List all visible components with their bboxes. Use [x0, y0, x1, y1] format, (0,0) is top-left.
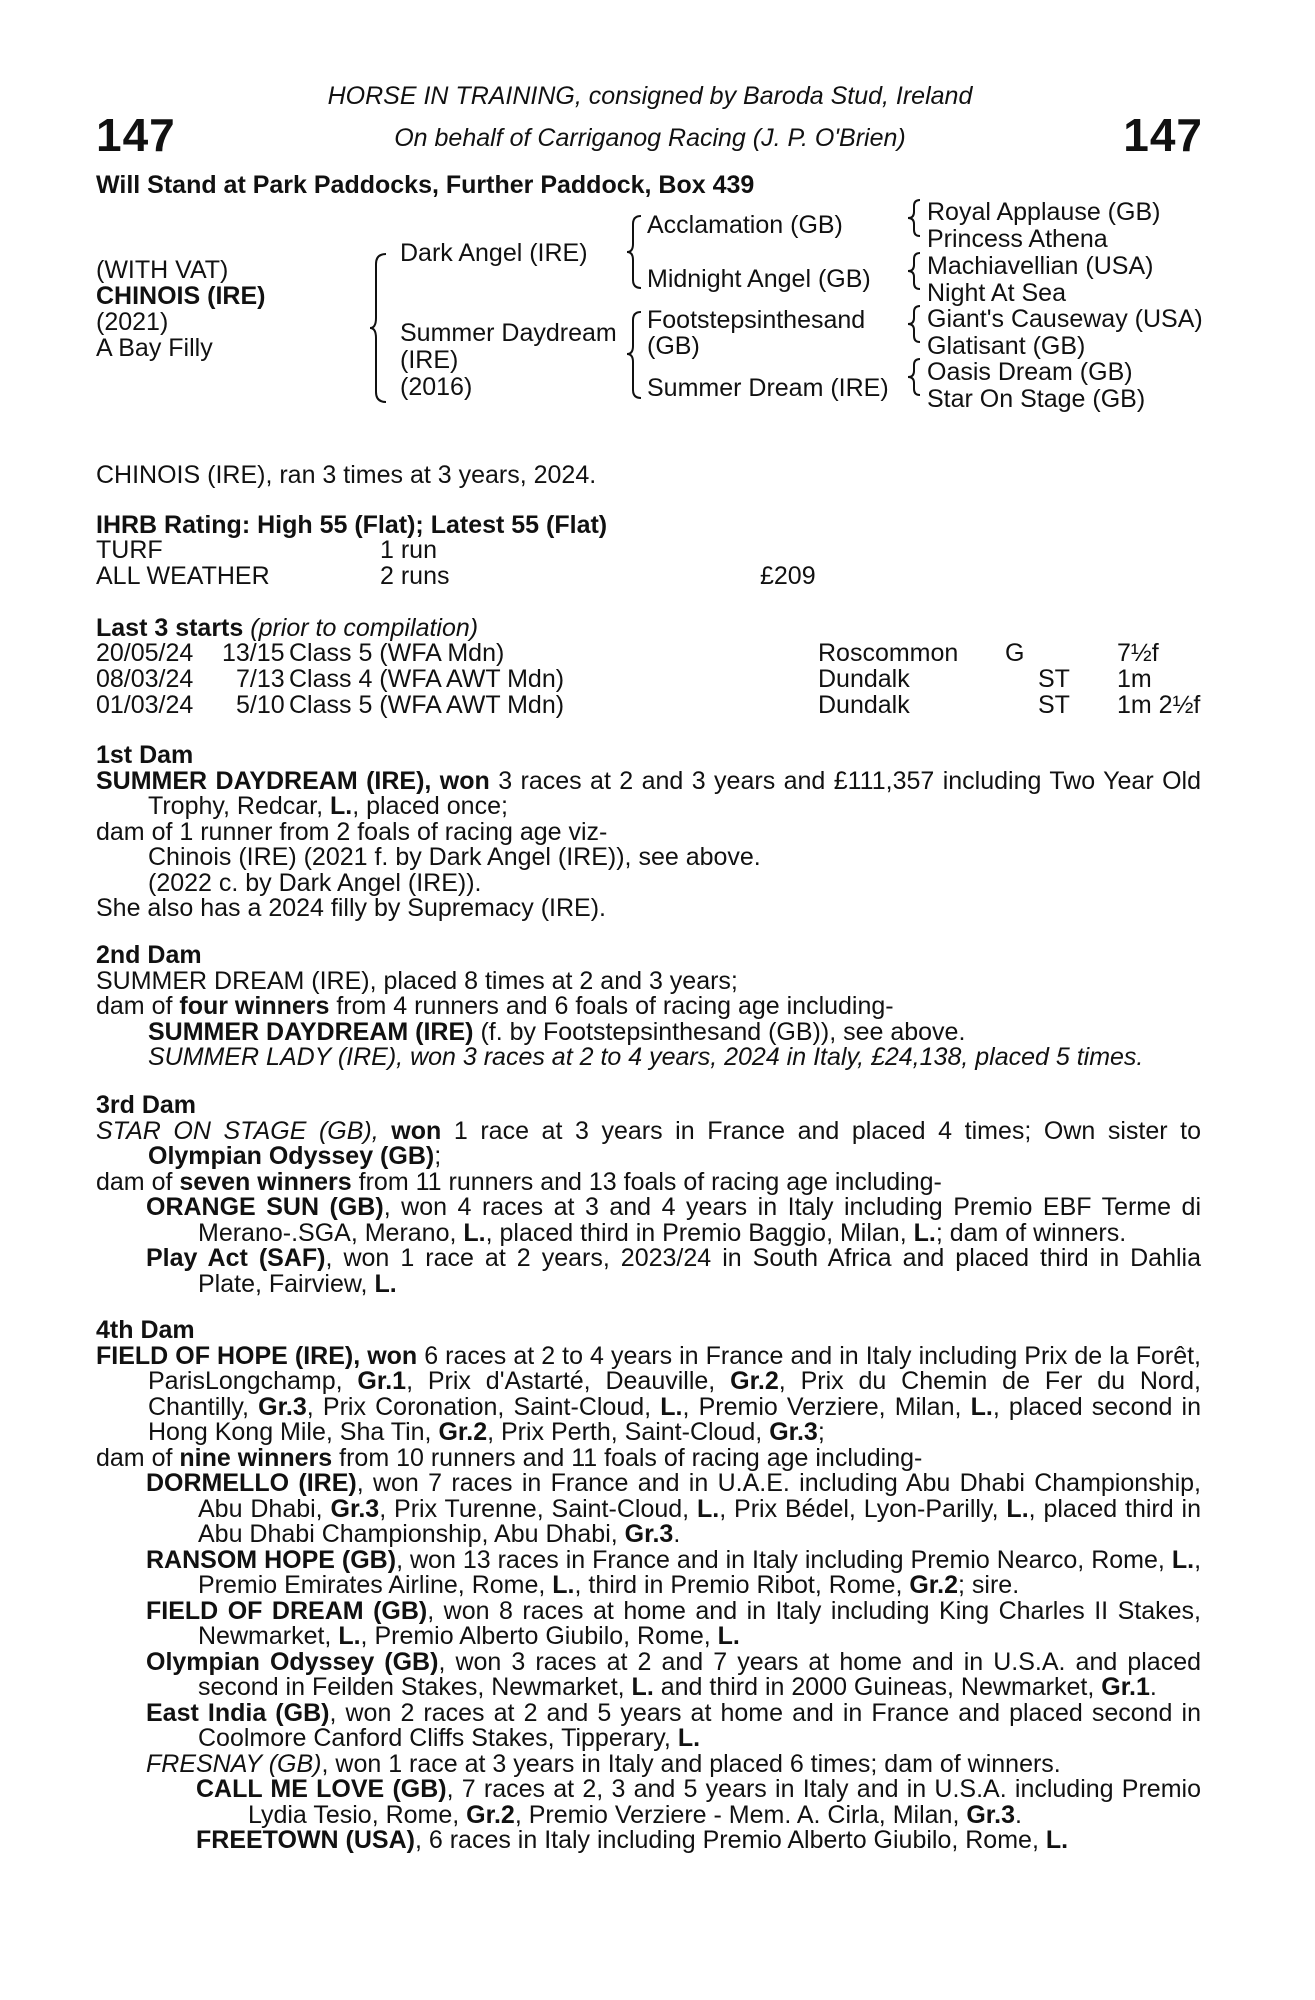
- progeny-text: , won 7 races in France and in U.A.E. including Abu Dhabi Championship, Abu Dhabi,: [198, 1469, 1201, 1523]
- racing-summary: CHINOIS (IRE), ran 3 times at 3 years, 2024.: [96, 461, 597, 489]
- progeny-name: CALL ME LOVE (GB): [196, 1775, 447, 1803]
- listed-mark: L.: [970, 1392, 993, 1421]
- progeny-name: Olympian Odyssey (GB): [146, 1647, 439, 1676]
- start-distance: 7½f: [1117, 639, 1159, 667]
- dd-dam: Star On Stage (GB): [927, 385, 1146, 413]
- bracket-ss: [906, 198, 924, 238]
- listed-mark: L.: [330, 792, 353, 820]
- winners-count: nine winners: [179, 1443, 333, 1472]
- ss-dam: Princess Athena: [927, 225, 1108, 253]
- start-position: 5/10: [236, 691, 285, 719]
- third-dam-text: 1 race at 3 years in France and placed 4 times; Own sister to: [453, 1116, 1202, 1145]
- text-run: dam of: [96, 1167, 173, 1196]
- behalf-line: On behalf of Carriganog Racing (J. P. O'Brien): [394, 124, 906, 152]
- pedigree-bracket-sire: [625, 214, 643, 292]
- group-mark: Gr.3: [258, 1392, 307, 1421]
- text-run: ;: [817, 1418, 825, 1446]
- text-run: , placed second in Hong Kong Mile, Sha Tin,: [148, 1392, 1201, 1446]
- rating-surface: ALL WEATHER: [96, 562, 270, 590]
- text-run: , Premio Verziere, Milan,: [682, 1392, 962, 1421]
- progeny-name: Play Act (SAF): [146, 1244, 326, 1272]
- listed-mark: L.: [374, 1269, 397, 1298]
- horse-name: CHINOIS (IRE): [96, 282, 266, 310]
- listed-mark: L.: [1171, 1545, 1195, 1574]
- listed-mark: L.: [697, 1494, 720, 1523]
- start-date: 20/05/24: [96, 639, 194, 667]
- fourth-dam-grand-progeny: [96, 1828, 1201, 1854]
- listed-mark: L.: [1006, 1494, 1029, 1523]
- third-dam-record: [96, 1116, 1202, 1170]
- listed-mark: L.: [1045, 1826, 1069, 1854]
- text-run: 6 races at 2 to 4 years in France and in Italy including Prix de la Forêt, ParisLongchamp,: [148, 1341, 1201, 1395]
- start-course: Dundalk: [818, 691, 910, 719]
- progeny-text: , 7 races at 2, 3 and 5 years in Italy and in U.S.A. including Premio Lydia Tesio, Rome,: [248, 1775, 1201, 1829]
- fourth-dam-progeny: [96, 1749, 1201, 1778]
- progeny-text: , won 1 race at 2 years, 2023/24 in South Africa and placed third in Dahlia Plate, Fairview,: [198, 1244, 1201, 1298]
- group-mark: Gr.3: [624, 1520, 674, 1548]
- fourth-dam-progeny: [96, 1698, 1202, 1752]
- group-mark: Gr.3: [330, 1494, 380, 1523]
- fourth-dam-produce-summary: [96, 1443, 1201, 1472]
- text-run: , Prix Perth, Saint-Cloud,: [487, 1418, 763, 1446]
- third-dam-progeny: [96, 1195, 1201, 1246]
- dam-name-line2: (IRE): [400, 346, 459, 374]
- progeny-name: RANSOM HOPE (GB): [146, 1545, 397, 1574]
- progeny-name: DORMELLO (IRE): [146, 1469, 357, 1497]
- text-run: , Prix Coronation, Saint-Cloud,: [306, 1392, 652, 1421]
- listed-mark: L.: [717, 1622, 740, 1650]
- fourth-dam-name: FIELD OF HOPE (IRE): [96, 1341, 354, 1370]
- consignor-line: HORSE IN TRAINING, consigned by Baroda Stud, Ireland: [327, 82, 973, 110]
- text-run: , Prix d'Astarté, Deauville,: [406, 1367, 716, 1395]
- text-run: from 4 runners and 6 foals of racing age including-: [336, 992, 894, 1020]
- start-race: Class 5 (WFA Mdn): [289, 639, 505, 667]
- bracket-sd: [906, 251, 924, 291]
- group-mark: Gr.1: [357, 1367, 407, 1395]
- vat-note: (WITH VAT): [96, 256, 229, 284]
- won-label: won: [439, 766, 490, 795]
- first-dam-progeny: (2022 c. by Dark Angel (IRE)).: [148, 868, 482, 897]
- group-mark: Gr.2: [438, 1418, 488, 1446]
- horse-year: (2021): [96, 308, 169, 336]
- third-dam-title: 3rd Dam: [96, 1091, 197, 1119]
- first-dam-record: SUMMER DAYDREAM (IRE), won 3 races at 2 and 3 years and £111,357 including Two Year Old Trophy, Redcar, L., placed once;: [96, 766, 1201, 820]
- ss-sire: Royal Applause (GB): [927, 198, 1161, 226]
- third-dam-name: STAR ON STAGE (GB),: [96, 1116, 379, 1145]
- start-date: 08/03/24: [96, 665, 194, 693]
- first-dam-produce-summary: dam of 1 runner from 2 foals of racing age viz-: [96, 817, 608, 846]
- first-dam-also-note: She also has a 2024 filly by Supremacy (IRE).: [96, 894, 606, 922]
- second-dam-progeny: [96, 1017, 1201, 1046]
- second-dam-record: SUMMER DREAM (IRE), placed 8 times at 2 and 3 years;: [96, 966, 738, 995]
- listed-mark: L.: [338, 1622, 361, 1650]
- first-dam-section: [96, 743, 1201, 922]
- listed-mark: L.: [463, 1218, 486, 1247]
- first-dam-progeny: Chinois (IRE) (2021 f. by Dark Angel (IRE)), see above.: [148, 843, 761, 871]
- ds-dam: Glatisant (GB): [927, 332, 1086, 360]
- fourth-dam-progeny: [96, 1647, 1201, 1701]
- listed-mark: L.: [631, 1673, 654, 1701]
- last-starts-title: Last 3 starts: [96, 614, 244, 642]
- progeny-text: , Prix Turenne, Saint-Cloud,: [379, 1494, 690, 1523]
- second-dam-progeny: SUMMER LADY (IRE), won 3 races at 2 to 4 years, 2024 in Italy, £24,138, placed 5 times.: [148, 1043, 1144, 1071]
- dd-sire: Oasis Dream (GB): [927, 358, 1133, 386]
- start-distance: 1m: [1117, 665, 1152, 693]
- last-starts-note: (prior to compilation): [250, 614, 479, 642]
- start-going: ST: [1038, 691, 1070, 719]
- sire-name: Dark Angel (IRE): [400, 239, 588, 267]
- second-dam-title: 2nd Dam: [96, 941, 202, 969]
- start-course: Dundalk: [818, 665, 910, 693]
- progeny-text: , won 3 races at 2 and 7 years at home and in U.S.A. and placed second in Feilden Stakes, Newmarket,: [198, 1647, 1201, 1701]
- first-dam-text: 3 races at 2 and 3 years and £111,357 including Two Year Old Trophy, Redcar,: [148, 766, 1201, 820]
- progeny-text: ; dam of winners.: [935, 1218, 1127, 1247]
- fourth-dam-grand-progeny: CALL ME LOVE (GB), 7 races at 2, 3 and 5 years in Italy and in U.S.A. including Premio Lydia Tesio, Rome, Gr.2, Premio Verziere - Mem. A. Cirla, Milan, Gr.3.: [196, 1775, 1201, 1829]
- fourth-dam-progeny: [96, 1545, 1202, 1599]
- first-dam-title: 1st Dam: [96, 741, 194, 769]
- progeny-text: and third in 2000 Guineas, Newmarket,: [660, 1673, 1095, 1701]
- first-dam-name: SUMMER DAYDREAM (IRE): [96, 766, 425, 795]
- group-mark: Gr.2: [466, 1800, 515, 1829]
- progeny-text: , won 8 races at home and in Italy including King Charles II Stakes, Newmarket,: [198, 1596, 1201, 1650]
- group-mark: Gr.3: [966, 1800, 1015, 1829]
- sire-sire: Acclamation (GB): [647, 211, 843, 239]
- start-going: ST: [1038, 665, 1070, 693]
- progeny-text: , third in Premio Ribot, Rome,: [574, 1571, 903, 1599]
- start-position: 7/13: [236, 665, 285, 693]
- dam-sire-line2: (GB): [647, 332, 700, 360]
- dam-dam: Summer Dream (IRE): [647, 374, 889, 402]
- won-label: won: [391, 1116, 442, 1145]
- progeny-text: (f. by Footstepsinthesand (GB)), see above.: [480, 1017, 966, 1046]
- fourth-dam-progeny: [96, 1471, 1201, 1548]
- winners-count: four winners: [179, 992, 330, 1020]
- group-mark: Gr.1: [1101, 1673, 1150, 1701]
- progeny-text: , Premio Verziere - Mem. A. Cirla, Milan,: [514, 1800, 960, 1829]
- second-dam-produce-summary: [96, 994, 1201, 1020]
- progeny-text: , placed third in Abu Dhabi Championship, Abu Dhabi,: [198, 1494, 1202, 1548]
- start-position: 13/15: [222, 639, 285, 667]
- progeny-text: , Premio Emirates Airline, Rome,: [198, 1545, 1202, 1599]
- listed-mark: L.: [660, 1392, 683, 1421]
- lot-number-left: 147: [96, 109, 176, 161]
- progeny-text: .: [1149, 1673, 1157, 1701]
- sire-dam: Midnight Angel (GB): [647, 265, 871, 293]
- sd-sire: Machiavellian (USA): [927, 252, 1154, 280]
- start-going: G: [1005, 639, 1025, 667]
- rating-prize: £209: [760, 562, 816, 590]
- progeny-text: , Premio Alberto Giubilo, Rome,: [360, 1622, 711, 1650]
- group-mark: Gr.2: [909, 1571, 959, 1599]
- text-run: from 10 runners and 11 foals of racing age including-: [339, 1443, 923, 1472]
- fourth-dam-progeny: [96, 1596, 1201, 1650]
- sd-dam: Night At Sea: [927, 279, 1066, 307]
- fourth-dam-section: [96, 1318, 1201, 1854]
- progeny-name: SUMMER DAYDREAM (IRE): [148, 1017, 474, 1046]
- progeny-text: .: [673, 1520, 681, 1548]
- sister-name: Olympian Odyssey (GB): [148, 1142, 435, 1170]
- dam-sire-line1: Footstepsinthesand: [647, 306, 866, 334]
- start-course: Roscommon: [818, 639, 959, 667]
- rating-runs: 1 run: [380, 536, 437, 564]
- first-dam-text2: , placed once;: [352, 792, 508, 820]
- rating-surface: TURF: [96, 536, 163, 564]
- rating-title: IHRB Rating: High 55 (Flat); Latest 55 (Flat): [96, 511, 608, 539]
- second-dam-section: [96, 943, 1201, 1071]
- third-dam-section: [96, 1093, 1201, 1297]
- listed-mark: L.: [552, 1571, 575, 1599]
- bracket-dd: [906, 357, 924, 397]
- progeny-text: , won 4 races at 3 and 4 years in Italy including Premio EBF Terme di Merano-.SGA, Merano,: [198, 1193, 1202, 1247]
- horse-description: A Bay Filly: [96, 334, 213, 362]
- pedigree-bracket-main: [368, 252, 388, 404]
- progeny-text: , Prix Bédel, Lyon-Parilly,: [719, 1494, 999, 1523]
- rating-runs: 2 runs: [380, 562, 450, 590]
- won-label: won: [367, 1341, 418, 1370]
- progeny-name: FIELD OF DREAM (GB): [146, 1596, 428, 1625]
- fourth-dam-title: 4th Dam: [96, 1316, 195, 1344]
- start-distance: 1m 2½f: [1117, 691, 1201, 719]
- group-mark: Gr.2: [730, 1367, 779, 1395]
- progeny-text: , placed third in Premio Baggio, Milan,: [485, 1218, 907, 1247]
- progeny-name: FRESNAY (GB): [146, 1749, 322, 1778]
- text-run: ;: [434, 1142, 442, 1170]
- start-date: 01/03/24: [96, 691, 194, 719]
- text-run: , Prix du Chemin de Fer du Nord, Chantilly,: [148, 1367, 1201, 1421]
- third-dam-progeny: [96, 1246, 1201, 1297]
- dam-year: (2016): [400, 373, 473, 401]
- progeny-name: East India (GB): [146, 1698, 330, 1727]
- progeny-text: , won 13 races in France and in Italy including Premio Nearco, Rome,: [396, 1545, 1165, 1574]
- progeny-text: , won 1 race at 3 years in Italy and placed 6 times; dam of winners.: [321, 1749, 1061, 1778]
- stand-location: Will Stand at Park Paddocks, Further Paddock, Box 439: [96, 171, 755, 199]
- text-run: dam of: [96, 1443, 173, 1472]
- last-starts-heading: [96, 615, 478, 641]
- text-run: from 11 runners and 13 foals of racing age including-: [358, 1167, 942, 1196]
- lot-number-right: 147: [1123, 109, 1203, 161]
- listed-mark: L.: [677, 1724, 701, 1752]
- dam-name-line1: Summer Daydream: [400, 319, 617, 347]
- start-race: Class 5 (WFA AWT Mdn): [289, 691, 565, 719]
- third-dam-produce-summary: [96, 1167, 1201, 1196]
- winners-count: seven winners: [179, 1167, 352, 1196]
- group-mark: Gr.3: [769, 1418, 818, 1446]
- progeny-text: , 6 races in Italy including Premio Alberto Giubilo, Rome,: [414, 1826, 1039, 1854]
- progeny-name: ORANGE SUN (GB): [146, 1193, 384, 1221]
- fourth-dam-record: FIELD OF HOPE (IRE), won 6 races at 2 to 4 years in France and in Italy including Prix de la Forêt, ParisLongchamp, Gr.1, Prix d'Astarté, Deauville, Gr.2, Prix du Chemin de Fer du Nord, Chantilly, Gr.3, Prix Coronation, Saint-Cloud, L., Premio Verziere, Milan, L., placed second in Hong Kong Mile, Sha Tin, Gr.2, Prix Perth, Saint-Cloud, Gr.3;: [96, 1341, 1201, 1446]
- bracket-ds: [906, 304, 924, 344]
- progeny-text: ; sire.: [958, 1571, 1020, 1599]
- start-race: Class 4 (WFA AWT Mdn): [289, 665, 565, 693]
- ds-sire: Giant's Causeway (USA): [927, 305, 1203, 333]
- progeny-name: FREETOWN (USA): [196, 1826, 415, 1854]
- listed-mark: L.: [913, 1218, 936, 1247]
- pedigree-bracket-dam: [625, 310, 643, 402]
- text-run: dam of: [96, 992, 173, 1020]
- progeny-text: , won 2 races at 2 and 5 years at home and in France and placed second in Coolmore Canford Cliffs Stakes, Tipperary,: [198, 1698, 1202, 1752]
